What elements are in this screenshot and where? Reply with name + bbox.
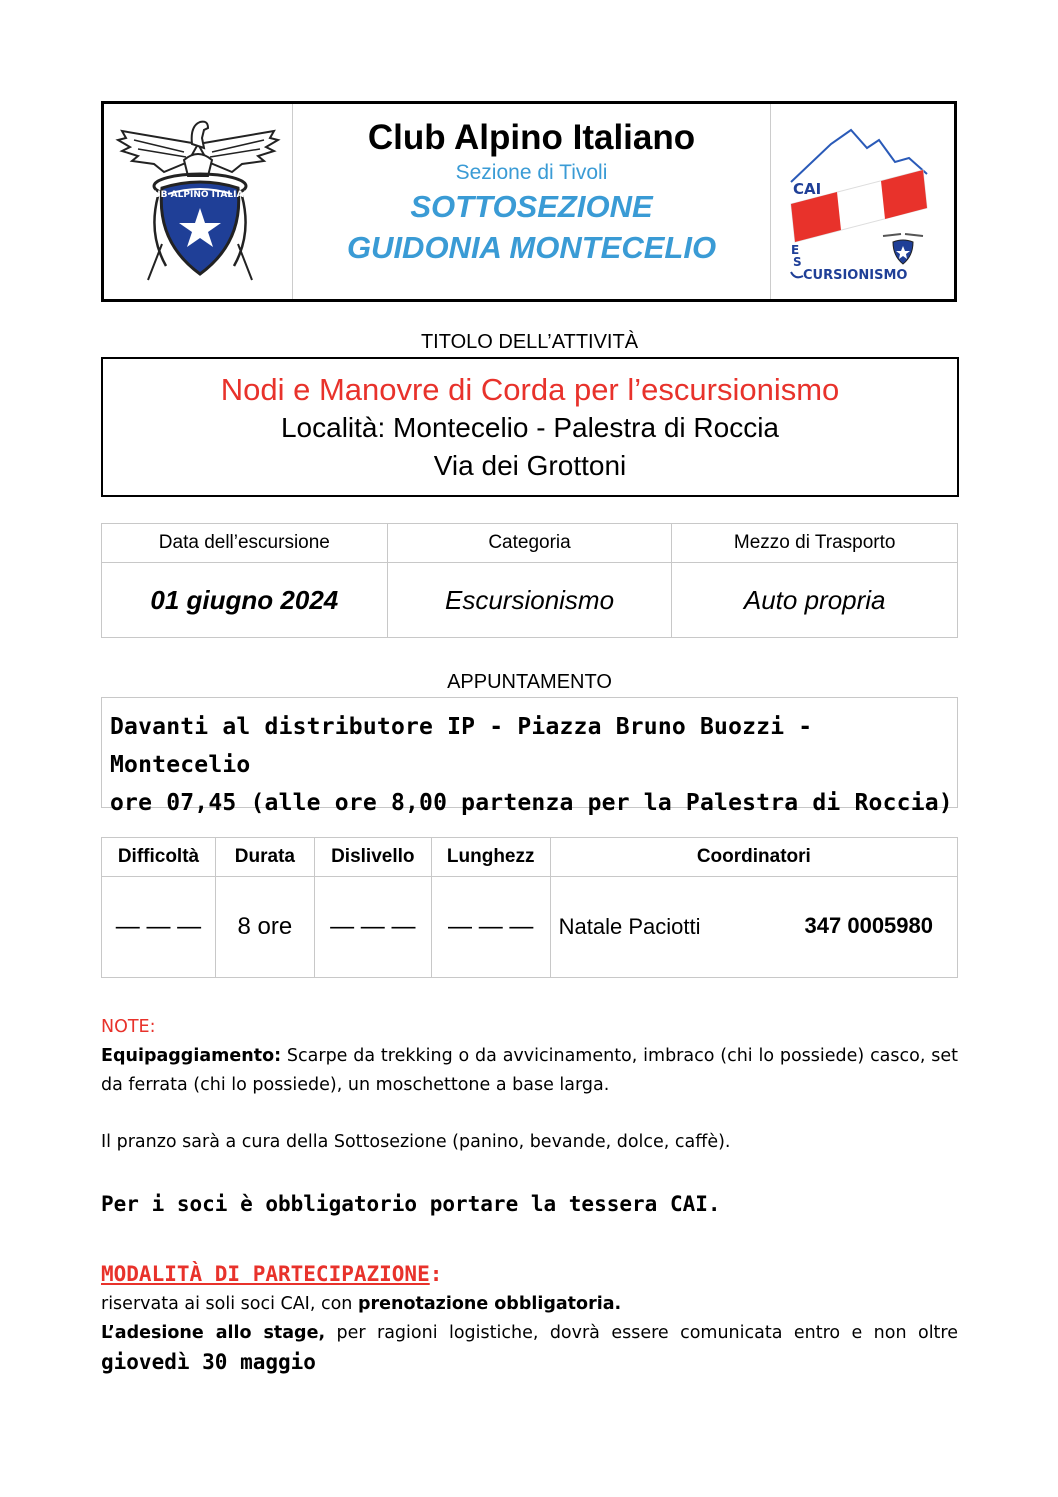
equipment-paragraph: [101, 1042, 958, 1100]
table-row: [102, 838, 958, 877]
section-name: Sezione di Tivoli: [455, 161, 608, 184]
org-heading: [293, 104, 771, 299]
adhesion-paragraph: [101, 1319, 958, 1379]
esc-logo-e-text: E: [791, 243, 800, 257]
reserved-bold: prenotazione obbligatoria.: [357, 1294, 622, 1314]
header-date: Data dell’escursione: [102, 524, 388, 563]
activity-title: Nodi e Manovre di Corda per l’escursionismo: [220, 372, 840, 407]
activity-box: [101, 357, 959, 497]
participation-label: MODALITÀ DI PARTECIPAZIONE: [101, 1262, 430, 1286]
coordinator-name: Natale Paciotti: [558, 914, 701, 939]
duration-value: 8 ore: [215, 877, 314, 978]
equipment-label: Equipaggiamento:: [101, 1046, 282, 1066]
cai-logo-text: CLUB ALPINO ITALIANO: [141, 190, 259, 200]
participation-heading: [101, 1260, 958, 1291]
participation-colon: :: [429, 1262, 443, 1286]
header-length: Lunghezz: [431, 838, 550, 877]
coordinator-phone: 347 0005980: [804, 913, 933, 938]
activity-street: Via dei Grottoni: [433, 450, 627, 481]
header-duration: Durata: [215, 838, 314, 877]
subsection-line1: SOTTOSEZIONE: [410, 189, 653, 224]
appointment-box: [101, 697, 958, 816]
escursionismo-logo-icon: [771, 104, 954, 299]
adhesion-text: per ragioni logistiche, dovrà essere comunicata entro e non oltre: [325, 1323, 958, 1343]
esc-logo-cai-text: CAI: [793, 180, 822, 198]
table-row: [102, 877, 958, 978]
appointment-line2: ore 07,45 (alle ore 8,00 partenza per la Palestra di Roccia): [110, 790, 953, 816]
cai-eagle-logo-icon: [104, 104, 292, 299]
appointment-line1: Davanti al distributore IP - Piazza Bruno Buozzi - Montecelio: [110, 714, 813, 778]
elevation-value: — — —: [314, 877, 431, 978]
activity-label: TITOLO DELL’ATTIVITÀ: [420, 331, 639, 353]
table-row: [102, 563, 958, 638]
adhesion-bold: L’adesione allo stage,: [101, 1323, 326, 1343]
card-notice-line: [101, 1190, 958, 1221]
notes-label: NOTE:: [101, 1017, 156, 1037]
esc-logo-s-text: S: [793, 255, 802, 269]
coordinator-cell: [550, 877, 957, 978]
length-value: — — —: [431, 877, 550, 978]
info-table: [101, 523, 958, 638]
header-difficulty: Difficoltà: [102, 838, 216, 877]
lunch-text: Il pranzo sarà a cura della Sottosezione (panino, bevande, dolce, caffè).: [101, 1132, 731, 1152]
escursionismo-logo-cell: [771, 104, 954, 299]
table-row: [102, 524, 958, 563]
reserved-line: [101, 1290, 958, 1319]
activity-location: Località: Montecelio - Palestra di Roccia: [280, 412, 779, 443]
reserved-text: riservata ai soli soci CAI, con: [101, 1294, 358, 1314]
esc-logo-rest-text: CURSIONISMO: [803, 268, 908, 283]
excursion-transport: Auto propria: [672, 563, 958, 638]
org-title: Club Alpino Italiano: [367, 118, 696, 157]
header-transport: Mezzo di Trasporto: [672, 524, 958, 563]
header-coordinators: Coordinatori: [550, 838, 957, 877]
equipment-text: Scarpe da trekking o da avvicinamento, imbraco (chi lo possiede) casco, set da ferrata (chi lo possiede), un moschettone a base larga.: [101, 1046, 958, 1095]
excursion-category: Escursionismo: [387, 563, 672, 638]
subsection-line2: GUIDONIA MONTECELIO: [346, 230, 717, 265]
cai-logo-cell: [104, 104, 293, 299]
stats-table: [101, 837, 958, 978]
appointment-label: APPUNTAMENTO: [447, 671, 612, 693]
header-elevation: Dislivello: [314, 838, 431, 877]
header-box: [101, 101, 957, 302]
deadline: giovedì 30 maggio: [101, 1350, 316, 1374]
difficulty-value: — — —: [102, 877, 216, 978]
card-notice: Per i soci è obbligatorio portare la tessera CAI.: [101, 1192, 721, 1216]
appointment-text: [110, 708, 957, 822]
excursion-date: 01 giugno 2024: [102, 563, 388, 638]
header-category: Categoria: [387, 524, 672, 563]
